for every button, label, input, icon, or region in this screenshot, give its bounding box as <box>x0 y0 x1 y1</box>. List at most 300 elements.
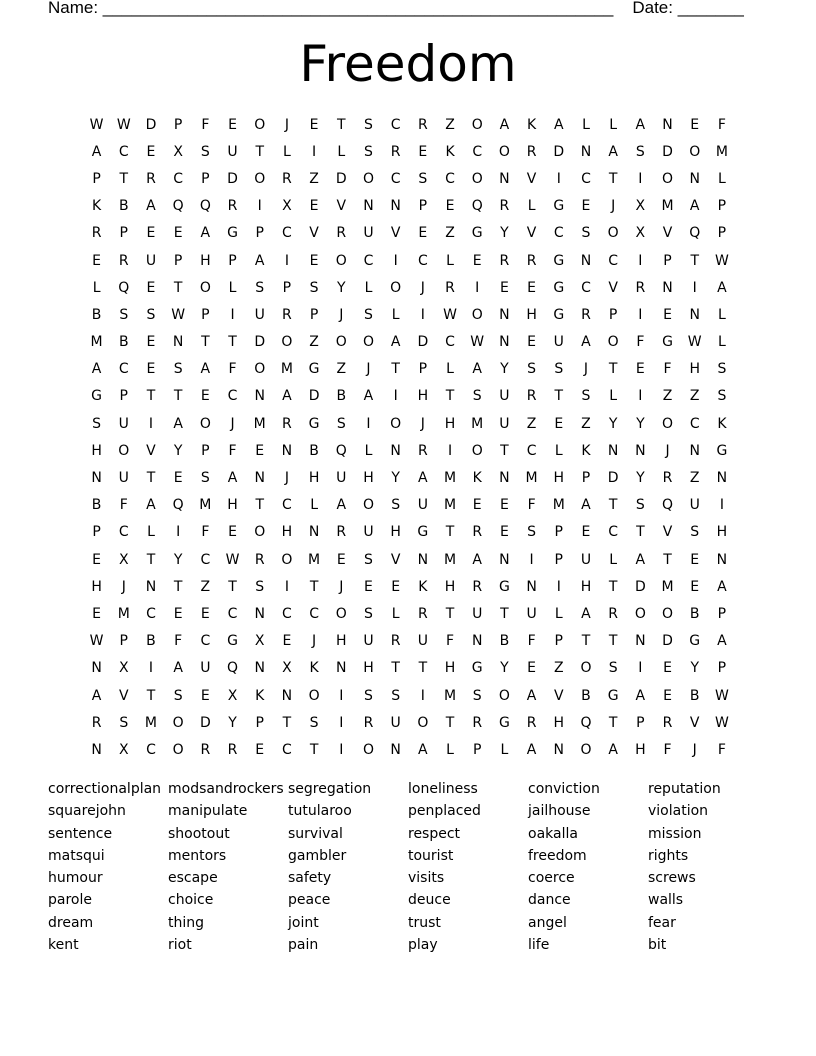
grid-letter: M <box>715 143 728 160</box>
grid-letter: U <box>689 497 700 514</box>
grid-letter: I <box>420 687 425 704</box>
grid-letter: I <box>366 415 371 432</box>
grid-letter: C <box>282 225 292 242</box>
grid-letter: Y <box>500 361 509 378</box>
grid-letter: J <box>284 470 289 487</box>
grid-letter: O <box>607 334 619 351</box>
word-bank-item: life <box>528 937 550 954</box>
grid-letter: S <box>581 225 591 242</box>
grid-letter: N <box>580 252 592 269</box>
grid-letter: I <box>393 388 398 405</box>
grid-letter: Q <box>172 198 184 215</box>
grid-letter: R <box>499 252 510 269</box>
grid-letter: M <box>552 497 565 514</box>
grid-letter: B <box>118 198 129 215</box>
grid-letter: R <box>472 714 483 731</box>
grid-letter: J <box>339 306 344 323</box>
grid-letter: S <box>527 361 537 378</box>
grid-letter: T <box>146 551 156 568</box>
grid-letter: B <box>91 497 102 514</box>
grid-letter: R <box>390 633 401 650</box>
grid-letter: Q <box>335 442 347 459</box>
grid-letter: G <box>607 687 619 704</box>
word-bank-item: pain <box>288 937 319 954</box>
grid-letter: I <box>475 279 480 296</box>
grid-letter: R <box>336 524 347 541</box>
grid-letter: E <box>228 116 237 133</box>
grid-letter: L <box>718 306 726 323</box>
grid-letter: R <box>390 143 401 160</box>
grid-letter: X <box>282 198 292 215</box>
grid-letter: A <box>418 741 428 758</box>
grid-letter: G <box>498 714 510 731</box>
grid-letter: G <box>498 578 510 595</box>
grid-letter: O <box>254 116 266 133</box>
grid-letter: S <box>418 170 428 187</box>
grid-letter: T <box>119 170 129 187</box>
grid-letter: Y <box>173 442 183 459</box>
grid-letter: J <box>284 116 289 133</box>
word-bank-item: deuce <box>408 892 451 909</box>
grid-letter: T <box>309 741 319 758</box>
grid-letter: R <box>200 741 211 758</box>
grid-letter: O <box>172 741 184 758</box>
grid-letter: L <box>609 116 618 133</box>
grid-letter: D <box>145 116 157 133</box>
grid-letter: O <box>362 170 374 187</box>
grid-letter: C <box>608 524 619 541</box>
grid-letter: T <box>608 170 618 187</box>
grid-letter: P <box>119 633 128 650</box>
grid-letter: U <box>499 415 510 432</box>
grid-letter: N <box>390 741 401 758</box>
grid-letter: G <box>553 306 565 323</box>
grid-letter: Z <box>662 388 673 405</box>
grid-letter: P <box>228 252 237 269</box>
word-bank-item: segregation <box>288 781 372 797</box>
grid-letter: T <box>173 279 183 296</box>
word-bank-item: dance <box>528 892 571 909</box>
grid-letter: W <box>89 633 104 650</box>
grid-letter: E <box>228 524 237 541</box>
grid-letter: U <box>417 633 428 650</box>
grid-letter: A <box>689 198 700 215</box>
grid-letter: W <box>89 116 104 133</box>
grid-letter: V <box>553 687 564 704</box>
grid-letter: W <box>687 334 702 351</box>
grid-letter: J <box>339 578 344 595</box>
grid-letter: Z <box>553 660 564 677</box>
grid-letter: V <box>336 198 347 215</box>
grid-letter: H <box>91 578 102 595</box>
word-bank-item: squarejohn <box>48 803 126 820</box>
word-bank-item: screws <box>648 870 696 887</box>
grid-letter: N <box>662 279 673 296</box>
grid-letter: V <box>662 524 673 541</box>
grid-letter: S <box>472 388 482 405</box>
grid-letter: P <box>201 442 210 459</box>
grid-letter: N <box>499 170 510 187</box>
grid-letter: A <box>173 415 183 432</box>
grid-letter: E <box>309 198 319 215</box>
grid-letter: O <box>254 361 266 378</box>
grid-letter: L <box>391 605 400 622</box>
grid-letter: S <box>690 524 700 541</box>
grid-letter: E <box>282 633 292 650</box>
grid-letter: C <box>390 170 401 187</box>
grid-letter: S <box>635 143 645 160</box>
grid-letter: L <box>609 388 618 405</box>
grid-letter: S <box>608 660 618 677</box>
grid-letter: N <box>471 633 483 650</box>
grid-letter: G <box>553 279 565 296</box>
grid-letter: A <box>472 551 482 568</box>
grid-letter: S <box>364 306 373 323</box>
word-bank-item: modsandrockers <box>168 781 284 797</box>
grid-letter: U <box>254 306 265 323</box>
grid-letter: S <box>391 687 401 704</box>
grid-letter: M <box>443 497 457 514</box>
grid-letter: T <box>391 361 400 378</box>
grid-letter: I <box>638 170 643 187</box>
word-bank <box>48 778 768 956</box>
grid-letter: Y <box>636 470 645 487</box>
grid-letter: H <box>444 660 456 677</box>
grid-letter: E <box>336 551 346 568</box>
grid-letter: E <box>690 551 700 568</box>
grid-letter: C <box>118 524 129 541</box>
grid-letter: N <box>254 660 265 677</box>
grid-letter: C <box>146 741 156 758</box>
word-bank-item: angel <box>528 914 567 931</box>
grid-letter: E <box>364 578 373 595</box>
word-bank-item: violation <box>648 803 709 820</box>
grid-letter: R <box>282 306 292 323</box>
grid-letter: N <box>662 116 673 133</box>
grid-letter: O <box>254 170 266 187</box>
grid-letter: V <box>390 551 401 568</box>
word-bank-item: play <box>408 937 438 954</box>
grid-letter: F <box>446 633 455 650</box>
word-bank-item: coerce <box>528 870 575 887</box>
grid-letter: B <box>581 687 591 704</box>
grid-letter: H <box>336 633 347 650</box>
grid-letter: E <box>146 279 156 296</box>
grid-letter: A <box>146 497 156 514</box>
grid-letter: O <box>580 741 592 758</box>
grid-letter: J <box>692 741 697 758</box>
grid-letter: S <box>173 687 183 704</box>
word-bank-item: shootout <box>168 825 230 842</box>
grid-letter: B <box>336 388 347 405</box>
grid-letter: R <box>146 170 156 187</box>
grid-letter: G <box>308 361 320 378</box>
grid-letter: U <box>553 334 564 351</box>
grid-letter: W <box>470 334 485 351</box>
grid-letter: R <box>662 470 673 487</box>
grid-letter: O <box>362 497 374 514</box>
grid-letter: A <box>200 225 211 242</box>
grid-letter: L <box>554 442 563 459</box>
grid-letter: F <box>527 633 536 650</box>
grid-letter: M <box>443 470 457 487</box>
grid-letter: A <box>390 334 401 351</box>
grid-letter: R <box>227 741 238 758</box>
grid-letter: F <box>228 442 237 459</box>
grid-letter: R <box>91 225 102 242</box>
grid-letter: P <box>92 524 101 541</box>
grid-letter: P <box>717 605 727 622</box>
grid-letter: P <box>418 198 428 215</box>
grid-letter: V <box>526 225 537 242</box>
header-line <box>48 0 744 18</box>
grid-letter: J <box>665 442 670 459</box>
grid-letter: X <box>635 198 646 215</box>
word-bank-item: visits <box>408 870 445 887</box>
grid-letter: P <box>418 361 428 378</box>
grid-letter: C <box>689 415 700 432</box>
grid-letter: I <box>529 551 534 568</box>
word-bank-item: respect <box>408 825 461 842</box>
grid-letter: T <box>337 116 346 133</box>
grid-letter: G <box>227 225 238 242</box>
grid-letter: U <box>417 497 428 514</box>
word-bank-item: freedom <box>528 847 587 864</box>
grid-letter: L <box>718 170 726 187</box>
grid-letter: X <box>118 551 129 568</box>
grid-letter: T <box>608 497 618 514</box>
grid-letter: T <box>255 143 264 160</box>
grid-letter: I <box>420 306 425 323</box>
grid-letter: R <box>526 714 537 731</box>
grid-letter: U <box>118 470 129 487</box>
grid-letter: L <box>147 524 155 541</box>
grid-letter: D <box>553 143 565 160</box>
grid-letter: V <box>146 442 156 459</box>
grid-letter: Y <box>391 470 400 487</box>
grid-letter: T <box>663 551 672 568</box>
grid-letter: M <box>471 415 484 432</box>
grid-letter: S <box>173 361 183 378</box>
grid-letter: N <box>580 143 592 160</box>
grid-letter: G <box>308 415 320 432</box>
grid-letter: I <box>176 524 181 541</box>
grid-letter: O <box>390 279 402 296</box>
grid-letter: H <box>308 470 320 487</box>
grid-letter: I <box>257 198 262 215</box>
grid-letter: C <box>363 252 374 269</box>
grid-letter: R <box>526 252 537 269</box>
word-bank-item: thing <box>168 914 205 931</box>
grid-letter: Z <box>445 225 455 242</box>
grid-letter: T <box>608 633 618 650</box>
grid-letter: E <box>472 252 482 269</box>
grid-letter: M <box>117 605 130 622</box>
grid-letter: D <box>308 388 320 405</box>
grid-letter: K <box>445 143 455 160</box>
grid-letter: I <box>284 252 289 269</box>
grid-letter: E <box>472 497 482 514</box>
grid-letter: P <box>663 252 672 269</box>
word-bank-item: peace <box>288 892 331 909</box>
grid-letter: C <box>526 442 537 459</box>
grid-letter: L <box>500 741 509 758</box>
grid-letter: R <box>227 198 238 215</box>
grid-letter: A <box>717 633 727 650</box>
grid-letter: W <box>714 252 729 269</box>
grid-letter: O <box>118 442 130 459</box>
date-field-label: Date: _______ <box>632 0 744 17</box>
grid-letter: U <box>580 551 592 568</box>
grid-letter: T <box>146 388 156 405</box>
grid-letter: G <box>716 442 728 459</box>
grid-letter: I <box>692 279 697 296</box>
grid-letter: A <box>717 578 727 595</box>
grid-letter: I <box>638 306 643 323</box>
grid-letter: K <box>581 442 591 459</box>
grid-letter: P <box>554 633 563 650</box>
grid-letter: A <box>282 388 292 405</box>
grid-letter: E <box>635 361 645 378</box>
grid-letter: Z <box>336 361 347 378</box>
grid-letter: S <box>309 714 319 731</box>
grid-letter: C <box>417 252 428 269</box>
word-bank-item: dream <box>48 914 94 931</box>
grid-letter: G <box>689 633 701 650</box>
grid-letter: F <box>527 497 536 514</box>
grid-letter: Y <box>500 225 509 242</box>
grid-letter: O <box>362 741 374 758</box>
grid-letter: Y <box>500 660 509 677</box>
grid-letter: A <box>499 116 510 133</box>
grid-letter: U <box>336 470 347 487</box>
grid-letter: T <box>255 497 264 514</box>
grid-letter: I <box>393 252 398 269</box>
grid-letter: O <box>199 415 211 432</box>
grid-letter: N <box>689 306 700 323</box>
grid-letter: M <box>199 497 212 514</box>
grid-letter: R <box>662 714 673 731</box>
grid-letter: A <box>91 361 102 378</box>
grid-letter: M <box>443 687 457 704</box>
grid-letter: J <box>420 415 425 432</box>
word-bank-item: mentors <box>168 847 227 864</box>
grid-letter: O <box>662 605 674 622</box>
grid-letter: I <box>719 497 724 514</box>
grid-letter: H <box>553 470 565 487</box>
grid-letter: P <box>581 470 591 487</box>
grid-letter: C <box>472 143 483 160</box>
grid-letter: X <box>254 633 265 650</box>
word-bank-item: conviction <box>528 781 600 797</box>
grid-letter: O <box>580 660 592 677</box>
grid-letter: G <box>553 252 565 269</box>
grid-letter: O <box>335 252 347 269</box>
word-bank-item: reputation <box>648 781 721 797</box>
grid-letter: S <box>717 361 727 378</box>
grid-letter: I <box>148 660 154 677</box>
grid-letter: O <box>607 225 619 242</box>
grid-letter: C <box>227 388 238 405</box>
grid-letter: Y <box>173 551 183 568</box>
grid-letter: E <box>173 470 183 487</box>
grid-letter: F <box>636 334 645 351</box>
grid-letter: Q <box>689 225 701 242</box>
grid-letter: A <box>91 687 102 704</box>
grid-letter: N <box>91 470 102 487</box>
grid-letter: A <box>146 198 156 215</box>
grid-letter: L <box>364 442 373 459</box>
grid-letter: E <box>499 497 509 514</box>
grid-letter: D <box>227 170 238 187</box>
grid-letter: C <box>200 551 211 568</box>
grid-letter: C <box>445 170 455 187</box>
grid-letter: C <box>282 605 292 622</box>
grid-letter: S <box>635 497 645 514</box>
grid-letter: T <box>173 578 183 595</box>
grid-letter: R <box>336 225 347 242</box>
grid-letter: E <box>173 225 183 242</box>
word-bank-item: trust <box>408 914 441 931</box>
word-bank-item: escape <box>168 870 218 887</box>
grid-letter: L <box>337 143 346 160</box>
grid-letter: B <box>689 687 700 704</box>
grid-letter: Z <box>200 578 211 595</box>
grid-letter: N <box>363 198 374 215</box>
grid-letter: C <box>227 605 238 622</box>
grid-letter: V <box>118 687 129 704</box>
grid-letter: W <box>714 714 729 731</box>
grid-letter: H <box>526 306 537 323</box>
grid-letter: I <box>284 578 289 595</box>
grid-letter: R <box>445 279 455 296</box>
grid-letter: T <box>445 388 455 405</box>
word-bank-item: joint <box>288 914 319 931</box>
grid-letter: R <box>608 605 619 622</box>
grid-letter: N <box>499 334 510 351</box>
grid-letter: T <box>581 633 591 650</box>
grid-letter: M <box>280 361 293 378</box>
grid-letter: T <box>146 687 156 704</box>
grid-letter: J <box>230 415 235 432</box>
grid-letter: F <box>717 741 726 758</box>
grid-letter: B <box>91 306 102 323</box>
grid-letter: T <box>445 714 455 731</box>
grid-letter: C <box>309 605 319 622</box>
grid-letter: S <box>146 306 156 323</box>
grid-letter: E <box>499 279 509 296</box>
grid-letter: S <box>200 143 210 160</box>
grid-letter: J <box>121 578 126 595</box>
grid-letter: I <box>148 415 154 432</box>
grid-letter: C <box>581 279 591 296</box>
grid-letter: E <box>146 225 156 242</box>
grid-letter: E <box>499 524 509 541</box>
grid-letter: U <box>472 605 483 622</box>
word-bank-item: choice <box>168 892 214 909</box>
grid-letter: N <box>635 633 646 650</box>
grid-letter: I <box>556 170 561 187</box>
grid-letter: A <box>227 470 238 487</box>
grid-letter: O <box>199 279 211 296</box>
grid-letter: T <box>608 578 618 595</box>
grid-letter: E <box>92 605 102 622</box>
grid-letter: H <box>444 578 456 595</box>
grid-letter: O <box>471 306 483 323</box>
grid-letter: P <box>636 714 645 731</box>
grid-letter: A <box>336 497 347 514</box>
grid-letter: R <box>254 551 265 568</box>
